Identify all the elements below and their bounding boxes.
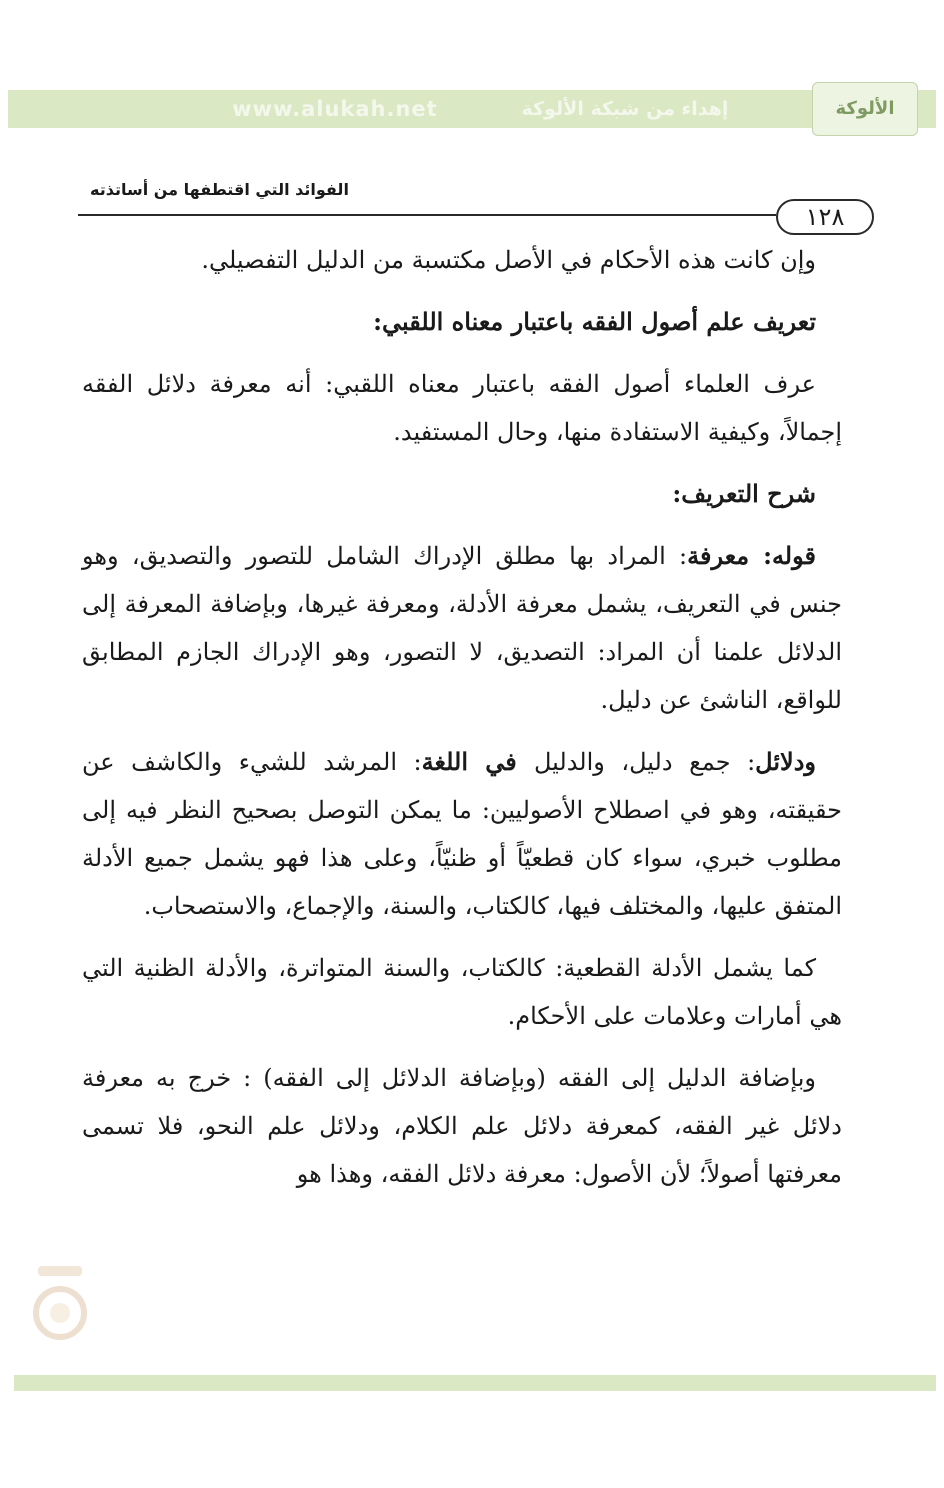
paragraph-2: عرف العلماء أصول الفقه باعتبار معناه اللقبي: أنه معرفة دلائل الفقه إجمالاً، وكيفية الاستفادة منها، وحال المستفيد. — [82, 370, 842, 446]
paragraph-4-text-b: : المرشد للشيء والكاشف عن حقيقته، وهو في اصطلاح الأصوليين: ما يمكن التوصل بصحيح النظر فيه إلى مطلوب خبري، سواء كان قطعيّاً أو ظنيّاً، وعلى هذا فهو يشمل جميع الأدلة المتفق عليها، والمختلف فيها، كالكتاب، والسنة، والإجماع، والاستصحاب. — [82, 748, 842, 920]
paragraph-4-text-a: : جمع دليل، والدليل — [533, 748, 756, 776]
page-number: ١٢٨ — [776, 199, 874, 235]
alukah-logo: الألوكة — [812, 82, 918, 136]
paragraph-1: وإن كانت هذه الأحكام في الأصل مكتسبة من الدليل التفصيلي. — [201, 246, 816, 274]
term-fil-lugha: في اللغة — [421, 747, 534, 776]
banner-gift-text: إهداء من شبكة الألوكة — [521, 98, 729, 120]
section-heading-2: شرح التعريف: — [672, 479, 816, 508]
term-marifa: قوله: معرفة — [687, 541, 816, 570]
bottom-band — [14, 1375, 936, 1391]
top-banner-band — [8, 90, 936, 128]
watermark-logo-icon — [30, 1258, 90, 1348]
paragraph-3-text: : المراد بها مطلق الإدراك الشامل للتصور والتصديق، وهو جنس في التعريف، يشمل معرفة الأدلة، ومعرفة غيرها، وبإضافة المعرفة إلى الدلائل علمنا أن المراد: التصديق، لا التصور، وهو الإدراك الجازم المطابق للواقع، الناشئ عن دليل. — [82, 542, 842, 714]
paragraph-6: وبإضافة الدليل إلى الفقه (وبإضافة الدلائل إلى الفقه) : خرج به معرفة دلائل غير الفقه، كمعرفة دلائل علم الكلام، ودلائل علم النحو، فلا تسمى معرفتها أصولاً؛ لأن الأصول: معرفة دلائل الفقه، وهذا هو — [82, 1064, 842, 1188]
term-dalail: ودلائل — [755, 747, 816, 776]
paragraph-5: كما يشمل الأدلة القطعية: كالكتاب، والسنة المتواترة، والأدلة الظنية التي هي أمارات وعلامات على الأحكام. — [82, 954, 842, 1030]
banner-site-url: www.alukah.net — [232, 97, 438, 121]
page-body — [82, 236, 842, 1198]
header-rule — [78, 214, 776, 216]
paragraph-3 — [82, 532, 842, 724]
section-heading-1: تعريف علم أصول الفقه باعتبار معناه اللقبي: — [373, 307, 816, 336]
running-title: الفوائد التي اقتطفها من أساتذته — [90, 180, 349, 199]
paragraph-4 — [82, 738, 842, 930]
